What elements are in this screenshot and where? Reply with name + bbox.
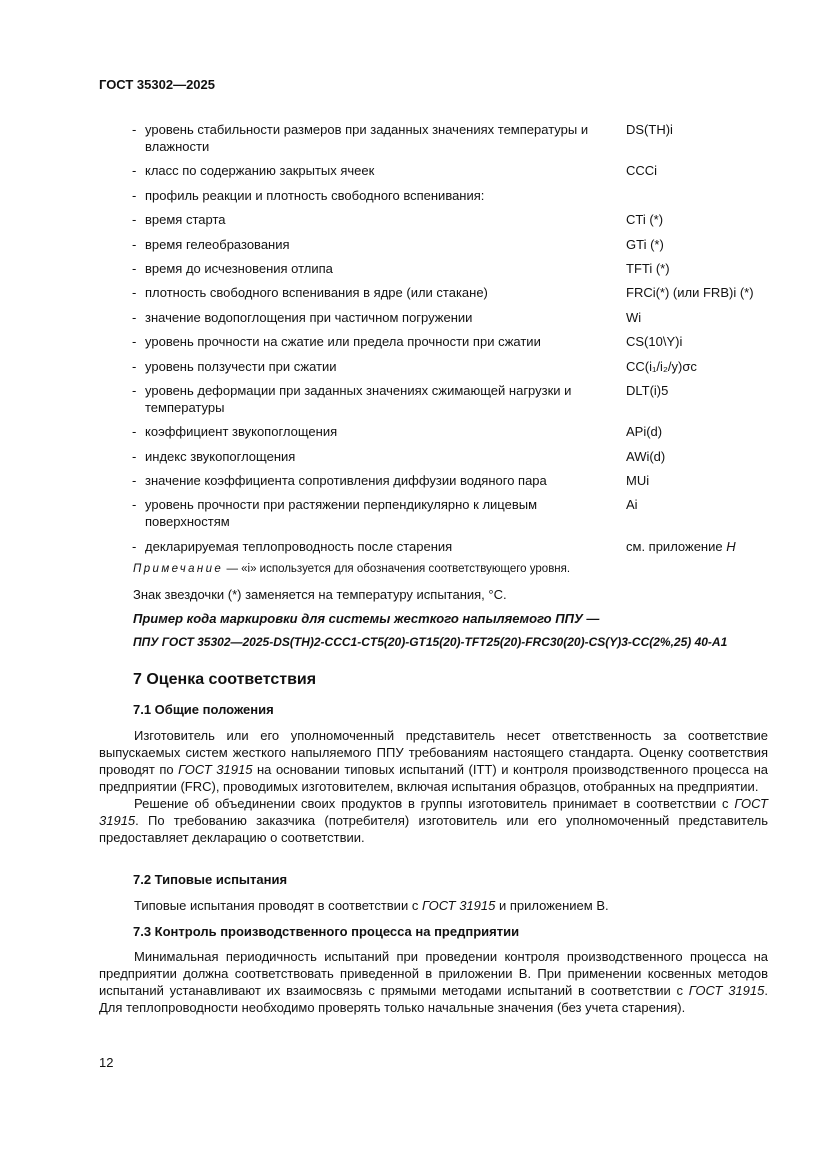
item-code: см. приложение Н	[626, 538, 736, 554]
list-item: - плотность свободного вспенивания в ядре (или стакане) FRCi(*) (или FRB)i (*)	[132, 285, 754, 301]
list-item: - уровень ползучести при сжатии CC(i₁/i₂/y)σc	[132, 358, 697, 374]
item-term: время гелеобразования	[145, 236, 290, 252]
list-item: - индекс звукопоглощения AWi(d)	[132, 448, 666, 464]
item-term: уровень ползучести при сжатии	[145, 358, 337, 374]
list-item: - время старта CTi (*)	[132, 212, 664, 228]
section-7-2-title: 7.2 Типовые испытания	[133, 872, 288, 887]
example-title: Пример кода маркировки для системы жесткого напыляемого ППУ —	[133, 611, 600, 626]
star-note: Знак звездочки (*) заменяется на температуру испытания, °С.	[133, 587, 507, 602]
list-item: - коэффициент звукопоглощения APi(d)	[132, 424, 663, 440]
paragraph: Изготовитель или его уполномоченный представитель несет ответственность за соответствие выпускаемых систем жесткого напыляемого ППУ требованиям настоящего стандарта. Оценку соответствия проводят по ГОСТ 31915 на основании типовых испытаний (ITT) и контроля производственного процесса на предприятии (FRC), проводимых изготовителем, включая испытания образцов, отобранных на предприятии.	[99, 728, 768, 794]
paragraph: Решение об объединении своих продуктов в группы изготовитель принимает в соответствии с ГОСТ 31915. По требованию заказчика (потребителя) изготовитель или его уполномоченный представитель предоставляет декларацию о соответствии.	[99, 796, 768, 845]
list-item: - уровень прочности при растяжении перпендикулярно к лицевым поверхностям Ai	[132, 497, 638, 530]
item-term: класс по содержанию закрытых ячеек	[145, 163, 375, 179]
note	[133, 563, 570, 575]
note-text: — «i» используется для обозначения соответствующего уровня.	[226, 563, 571, 575]
item-term: декларируемая теплопроводность после старения	[145, 538, 453, 554]
item-term: профиль реакции и плотность свободного вспенивания:	[145, 187, 485, 203]
item-term: индекс звукопоглощения	[145, 448, 296, 464]
section-7-title: 7 Оценка соответствия	[133, 671, 317, 688]
designation-list	[120, 121, 780, 562]
item-code: DS(TH)i	[626, 122, 673, 137]
item-term: уровень прочности на сжатие или предела прочности при сжатии	[145, 334, 541, 350]
item-term: время до исчезновения отлипа	[145, 260, 333, 276]
item-term: уровень стабильности размеров при заданных значениях температуры и влажности	[145, 122, 589, 154]
list-item: - уровень прочности на сжатие или предела прочности при сжатии CS(10\Y)i	[132, 334, 683, 350]
section-7-1-title: 7.1 Общие положения	[133, 702, 274, 717]
item-code: DLT(i)5	[626, 382, 669, 398]
page-number: 12	[99, 1055, 114, 1070]
item-code: AWi(d)	[626, 448, 666, 464]
list-item: - профиль реакции и плотность свободного вспенивания:	[120, 187, 780, 204]
item-term: плотность свободного вспенивания в ядре (или стакане)	[145, 285, 488, 301]
note-label: Примечание	[133, 563, 224, 575]
section-7-2-body	[99, 897, 768, 914]
paragraph: Минимальная периодичность испытаний при проведении контроля производственного процесса на предприятии должна соответствовать приведенной в приложении В. При применении косвенных методов испытаний устанавливают их взаимосвязь с прямыми методами испытаний в соответствии с ГОСТ 31915. Для теплопроводности необходимо проверять только начальные значения (без учета старения).	[99, 949, 768, 1015]
item-term: уровень деформации при заданных значениях сжимающей нагрузки и температуры	[145, 382, 572, 415]
list-item: - класс по содержанию закрытых ячеек CCCi	[132, 163, 658, 179]
item-code: GTi (*)	[626, 236, 664, 252]
item-code: MUi	[626, 473, 650, 489]
item-term: уровень прочности при растяжении перпендикулярно к лицевым поверхностям	[145, 497, 538, 530]
page-header: ГОСТ 35302—2025	[99, 77, 215, 92]
item-code: CTi (*)	[626, 212, 664, 228]
list-item: - уровень стабильности размеров при заданных значениях температуры и влажности DS(TH)i	[132, 122, 673, 154]
list-item: - декларируемая теплопроводность после старения см. приложение Н	[132, 538, 736, 554]
item-term: значение водопоглощения при частичном погружении	[145, 309, 473, 325]
item-term: значение коэффициента сопротивления диффузии водяного пара	[145, 473, 547, 489]
item-code: Ai	[626, 497, 638, 513]
item-code: CCCi	[626, 163, 658, 179]
list-item: - значение водопоглощения при частичном погружении Wi	[132, 309, 642, 325]
example-code: ППУ ГОСТ 35302—2025-DS(TH)2-CCC1-CT5(20)-GT15(20)-TFT25(20)-FRC30(20)-CS(Y)3-CC(2%,25) 40-A1	[133, 635, 728, 649]
section-7-1-body	[99, 727, 768, 846]
item-term: время старта	[145, 212, 226, 228]
item-code: Wi	[626, 309, 642, 325]
list-item: - значение коэффициента сопротивления диффузии водяного пара MUi	[132, 473, 650, 489]
item-code: CS(10\Y)i	[626, 334, 683, 350]
item-code: CC(i₁/i₂/y)σc	[626, 358, 697, 374]
section-7-3-title: 7.3 Контроль производственного процесса на предприятии	[133, 924, 520, 939]
section-7-3-body	[99, 948, 768, 1016]
item-code: FRCi(*) (или FRB)i (*)	[626, 285, 754, 301]
list-item: - время гелеобразования GTi (*)	[132, 236, 664, 252]
item-term: коэффициент звукопоглощения	[145, 424, 338, 440]
list-item: - уровень деформации при заданных значениях сжимающей нагрузки и температуры DLT(i)5	[132, 382, 669, 415]
item-code: APi(d)	[626, 424, 663, 440]
item-code: TFTi (*)	[626, 260, 670, 276]
paragraph: Типовые испытания проводят в соответствии с ГОСТ 31915 и приложением В.	[134, 898, 609, 913]
list-item: - время до исчезновения отлипа TFTi (*)	[132, 260, 670, 276]
